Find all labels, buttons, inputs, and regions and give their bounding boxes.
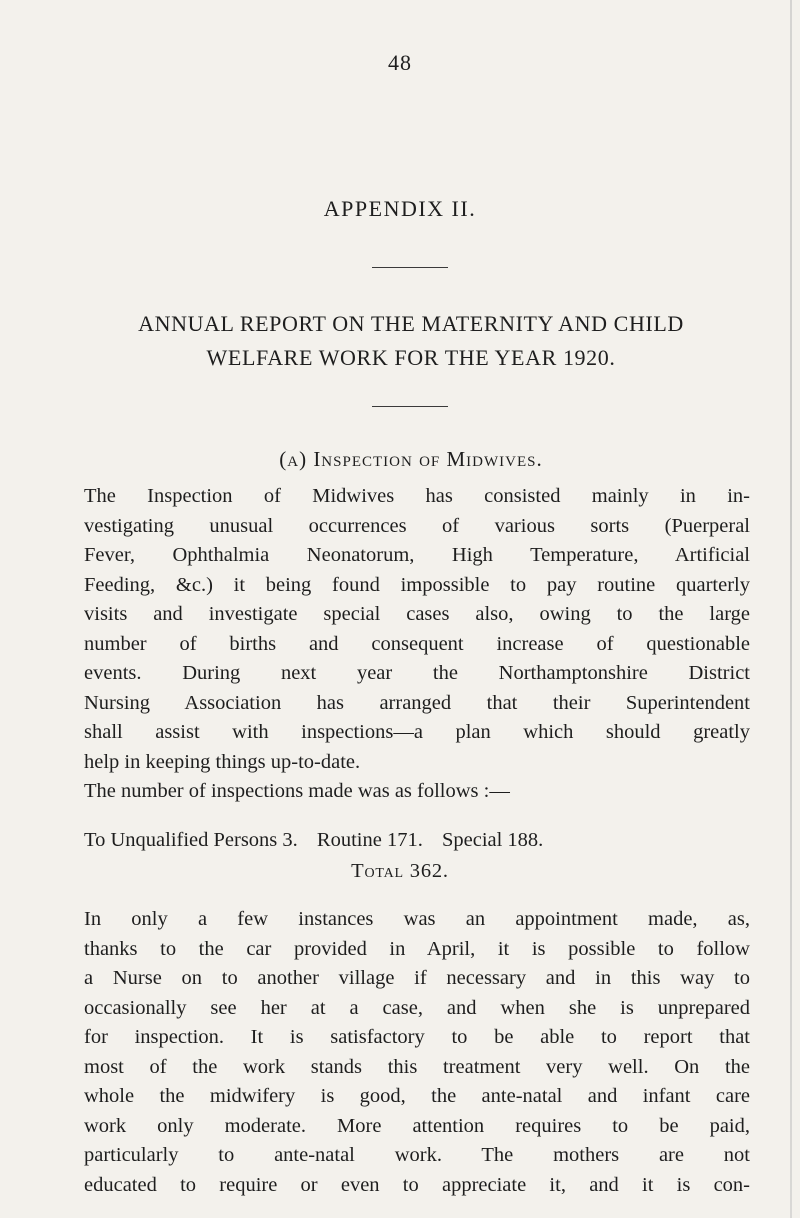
text-line: The number of inspections made was as follows :— xyxy=(84,780,510,802)
text-line: educated to require or even to appreciate it, and it is con- xyxy=(84,1173,750,1196)
text-line: whole the midwifery is good, the ante-natal and infant care xyxy=(84,1085,750,1107)
text-line: vestigating unusual occurrences of various sorts (Puerperal xyxy=(84,514,750,537)
divider-rule-bottom xyxy=(372,406,448,407)
text-line: Feeding, &c.) it being found impossible to pay routine quarterly xyxy=(84,573,750,596)
section-heading: (a) Inspection of Midwives. xyxy=(279,447,543,471)
text-line: most of the work stands this treatment very well. On the xyxy=(84,1055,750,1078)
text-line: Nursing Association has arranged that their Superintendent xyxy=(84,691,750,714)
appendix-title: APPENDIX II. xyxy=(323,196,477,221)
report-title-line-1: ANNUAL REPORT ON THE MATERNITY AND CHILD xyxy=(138,311,684,336)
text-line: In only a few instances was an appointment made, as, xyxy=(84,908,750,930)
inspection-figures xyxy=(84,826,557,856)
inspection-total: Total 362. xyxy=(351,860,449,882)
report-title xyxy=(60,307,762,375)
figure-special: Special 188. xyxy=(441,829,544,851)
text-line: events. During next year the Northamptonshire District xyxy=(84,662,750,684)
text-line: occasionally see her at a case, and when she is unprepared xyxy=(84,996,750,1019)
page-edge-shadow xyxy=(790,0,792,1218)
text-line: shall assist with inspections—a plan which should greatly xyxy=(84,721,750,743)
figure-routine: Routine 171. xyxy=(316,829,423,851)
text-line: particularly to ante-natal work. The mothers are not xyxy=(84,1144,750,1166)
text-line: visits and investigate special cases also, owing to the large xyxy=(84,603,750,625)
text-line: work only moderate. More attention requires to be paid, xyxy=(84,1114,750,1137)
text-line: thanks to the car provided in April, it is possible to follow xyxy=(84,937,750,960)
text-line: The Inspection of Midwives has consisted mainly in in- xyxy=(84,485,750,507)
text-line: number of births and consequent increase of questionable xyxy=(84,632,750,655)
paragraph-inspections-intro xyxy=(84,777,750,807)
text-line: help in keeping things up-to-date. xyxy=(84,750,361,773)
text-line: Fever, Ophthalmia Neonatorum, High Temperature, Artificial xyxy=(84,544,750,566)
figure-unqualified: To Unqualified Persons 3. xyxy=(84,829,298,851)
text-line: a Nurse on to another village if necessary and in this way to xyxy=(84,967,750,989)
paragraph-appointments xyxy=(84,905,750,1200)
report-title-line-2: WELFARE WORK FOR THE YEAR 1920. xyxy=(206,345,616,370)
page-number: 48 xyxy=(388,50,412,75)
text-line: for inspection. It is satisfactory to be able to report that xyxy=(84,1026,750,1048)
divider-rule-top xyxy=(372,267,448,268)
paragraph-inspection-summary xyxy=(84,482,750,777)
